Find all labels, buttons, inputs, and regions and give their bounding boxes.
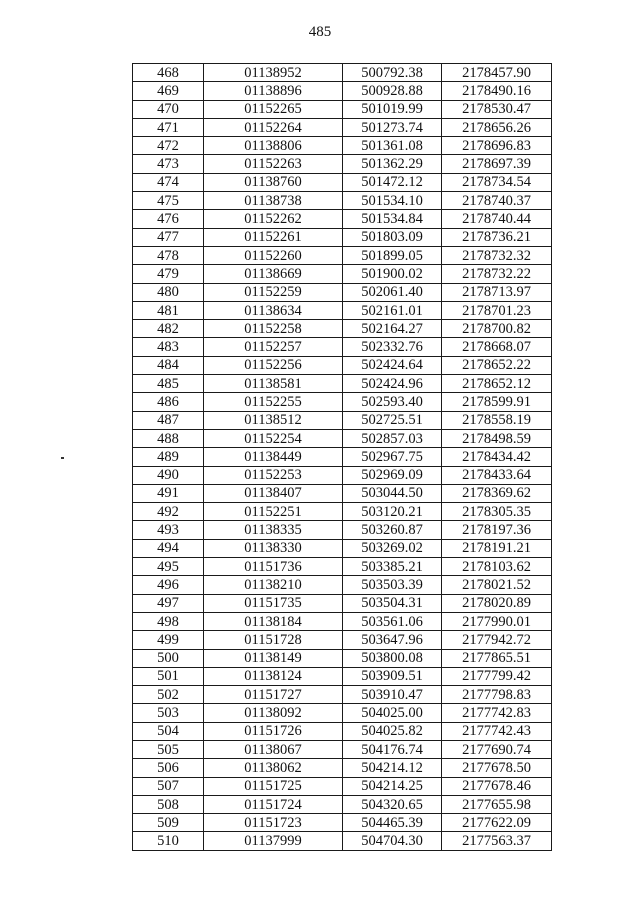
y-coordinate-cell: 2177690.74 bbox=[442, 740, 552, 758]
row-number-cell: 471 bbox=[133, 118, 204, 136]
x-coordinate-cell: 504465.39 bbox=[343, 814, 442, 832]
y-coordinate-cell: 2178305.35 bbox=[442, 503, 552, 521]
y-coordinate-cell: 2177678.50 bbox=[442, 759, 552, 777]
coordinates-table bbox=[132, 63, 552, 851]
table-row bbox=[133, 558, 552, 576]
table-row bbox=[133, 704, 552, 722]
y-coordinate-cell: 2178740.44 bbox=[442, 210, 552, 228]
y-coordinate-cell: 2178103.62 bbox=[442, 558, 552, 576]
row-number-cell: 479 bbox=[133, 265, 204, 283]
table-row bbox=[133, 210, 552, 228]
row-number-cell: 504 bbox=[133, 722, 204, 740]
x-coordinate-cell: 502969.09 bbox=[343, 466, 442, 484]
y-coordinate-cell: 2178713.97 bbox=[442, 283, 552, 301]
table-row bbox=[133, 722, 552, 740]
point-code-cell: 01151735 bbox=[204, 594, 343, 612]
point-code-cell: 01138092 bbox=[204, 704, 343, 722]
point-code-cell: 01138760 bbox=[204, 173, 343, 191]
row-number-cell: 468 bbox=[133, 64, 204, 82]
table-row bbox=[133, 301, 552, 319]
table-row bbox=[133, 539, 552, 557]
x-coordinate-cell: 502593.40 bbox=[343, 393, 442, 411]
point-code-cell: 01152264 bbox=[204, 118, 343, 136]
y-coordinate-cell: 2178656.26 bbox=[442, 118, 552, 136]
table-row bbox=[133, 576, 552, 594]
x-coordinate-cell: 501019.99 bbox=[343, 100, 442, 118]
y-coordinate-cell: 2177990.01 bbox=[442, 612, 552, 630]
y-coordinate-cell: 2178490.16 bbox=[442, 82, 552, 100]
table-row bbox=[133, 228, 552, 246]
row-number-cell: 503 bbox=[133, 704, 204, 722]
coordinates-table-body bbox=[133, 64, 552, 851]
point-code-cell: 01151724 bbox=[204, 795, 343, 813]
table-row bbox=[133, 118, 552, 136]
y-coordinate-cell: 2178369.62 bbox=[442, 484, 552, 502]
x-coordinate-cell: 501803.09 bbox=[343, 228, 442, 246]
x-coordinate-cell: 501273.74 bbox=[343, 118, 442, 136]
x-coordinate-cell: 504025.00 bbox=[343, 704, 442, 722]
y-coordinate-cell: 2177655.98 bbox=[442, 795, 552, 813]
row-number-cell: 470 bbox=[133, 100, 204, 118]
table-row bbox=[133, 246, 552, 264]
y-coordinate-cell: 2178701.23 bbox=[442, 301, 552, 319]
row-number-cell: 488 bbox=[133, 429, 204, 447]
x-coordinate-cell: 502967.75 bbox=[343, 448, 442, 466]
row-number-cell: 492 bbox=[133, 503, 204, 521]
y-coordinate-cell: 2177563.37 bbox=[442, 832, 552, 850]
y-coordinate-cell: 2178696.83 bbox=[442, 137, 552, 155]
table-row bbox=[133, 759, 552, 777]
y-coordinate-cell: 2177742.83 bbox=[442, 704, 552, 722]
point-code-cell: 01138184 bbox=[204, 612, 343, 630]
point-code-cell: 01138149 bbox=[204, 649, 343, 667]
point-code-cell: 01138738 bbox=[204, 192, 343, 210]
row-number-cell: 509 bbox=[133, 814, 204, 832]
row-number-cell: 485 bbox=[133, 375, 204, 393]
x-coordinate-cell: 501472.12 bbox=[343, 173, 442, 191]
row-number-cell: 502 bbox=[133, 686, 204, 704]
table-row bbox=[133, 503, 552, 521]
table-row bbox=[133, 265, 552, 283]
y-coordinate-cell: 2178599.91 bbox=[442, 393, 552, 411]
y-coordinate-cell: 2178457.90 bbox=[442, 64, 552, 82]
x-coordinate-cell: 504214.12 bbox=[343, 759, 442, 777]
table-row bbox=[133, 521, 552, 539]
point-code-cell: 01152262 bbox=[204, 210, 343, 228]
table-row bbox=[133, 631, 552, 649]
x-coordinate-cell: 503269.02 bbox=[343, 539, 442, 557]
table-row bbox=[133, 466, 552, 484]
x-coordinate-cell: 503800.08 bbox=[343, 649, 442, 667]
page-number: 485 bbox=[308, 24, 332, 40]
x-coordinate-cell: 503910.47 bbox=[343, 686, 442, 704]
table-row bbox=[133, 448, 552, 466]
row-number-cell: 478 bbox=[133, 246, 204, 264]
table-row bbox=[133, 82, 552, 100]
point-code-cell: 01138124 bbox=[204, 667, 343, 685]
table-row bbox=[133, 429, 552, 447]
x-coordinate-cell: 501534.84 bbox=[343, 210, 442, 228]
table-row bbox=[133, 795, 552, 813]
x-coordinate-cell: 503044.50 bbox=[343, 484, 442, 502]
stray-mark bbox=[61, 457, 64, 459]
point-code-cell: 01138581 bbox=[204, 375, 343, 393]
x-coordinate-cell: 503504.31 bbox=[343, 594, 442, 612]
table-row bbox=[133, 64, 552, 82]
point-code-cell: 01138449 bbox=[204, 448, 343, 466]
x-coordinate-cell: 503647.96 bbox=[343, 631, 442, 649]
point-code-cell: 01152255 bbox=[204, 393, 343, 411]
table-row bbox=[133, 192, 552, 210]
y-coordinate-cell: 2178652.12 bbox=[442, 375, 552, 393]
x-coordinate-cell: 502725.51 bbox=[343, 411, 442, 429]
y-coordinate-cell: 2178433.64 bbox=[442, 466, 552, 484]
table-row bbox=[133, 155, 552, 173]
point-code-cell: 01138806 bbox=[204, 137, 343, 155]
x-coordinate-cell: 504320.65 bbox=[343, 795, 442, 813]
table-row bbox=[133, 375, 552, 393]
table-row bbox=[133, 320, 552, 338]
point-code-cell: 01138067 bbox=[204, 740, 343, 758]
point-code-cell: 01152263 bbox=[204, 155, 343, 173]
x-coordinate-cell: 504214.25 bbox=[343, 777, 442, 795]
table-row bbox=[133, 686, 552, 704]
x-coordinate-cell: 503909.51 bbox=[343, 667, 442, 685]
point-code-cell: 01152251 bbox=[204, 503, 343, 521]
row-number-cell: 510 bbox=[133, 832, 204, 850]
row-number-cell: 484 bbox=[133, 356, 204, 374]
y-coordinate-cell: 2178700.82 bbox=[442, 320, 552, 338]
x-coordinate-cell: 502164.27 bbox=[343, 320, 442, 338]
point-code-cell: 01137999 bbox=[204, 832, 343, 850]
point-code-cell: 01152254 bbox=[204, 429, 343, 447]
y-coordinate-cell: 2178197.36 bbox=[442, 521, 552, 539]
x-coordinate-cell: 503503.39 bbox=[343, 576, 442, 594]
y-coordinate-cell: 2178697.39 bbox=[442, 155, 552, 173]
row-number-cell: 491 bbox=[133, 484, 204, 502]
table-row bbox=[133, 777, 552, 795]
y-coordinate-cell: 2177942.72 bbox=[442, 631, 552, 649]
table-row bbox=[133, 137, 552, 155]
row-number-cell: 482 bbox=[133, 320, 204, 338]
point-code-cell: 01152258 bbox=[204, 320, 343, 338]
y-coordinate-cell: 2177798.83 bbox=[442, 686, 552, 704]
row-number-cell: 499 bbox=[133, 631, 204, 649]
point-code-cell: 01138512 bbox=[204, 411, 343, 429]
table-row bbox=[133, 594, 552, 612]
point-code-cell: 01151723 bbox=[204, 814, 343, 832]
point-code-cell: 01152259 bbox=[204, 283, 343, 301]
row-number-cell: 507 bbox=[133, 777, 204, 795]
point-code-cell: 01152261 bbox=[204, 228, 343, 246]
y-coordinate-cell: 2177799.42 bbox=[442, 667, 552, 685]
x-coordinate-cell: 501362.29 bbox=[343, 155, 442, 173]
y-coordinate-cell: 2178191.21 bbox=[442, 539, 552, 557]
table-row bbox=[133, 356, 552, 374]
y-coordinate-cell: 2178732.32 bbox=[442, 246, 552, 264]
y-coordinate-cell: 2178021.52 bbox=[442, 576, 552, 594]
point-code-cell: 01138330 bbox=[204, 539, 343, 557]
x-coordinate-cell: 504176.74 bbox=[343, 740, 442, 758]
y-coordinate-cell: 2178732.22 bbox=[442, 265, 552, 283]
point-code-cell: 01152265 bbox=[204, 100, 343, 118]
x-coordinate-cell: 503120.21 bbox=[343, 503, 442, 521]
point-code-cell: 01138210 bbox=[204, 576, 343, 594]
x-coordinate-cell: 502857.03 bbox=[343, 429, 442, 447]
row-number-cell: 501 bbox=[133, 667, 204, 685]
table-row bbox=[133, 814, 552, 832]
row-number-cell: 469 bbox=[133, 82, 204, 100]
y-coordinate-cell: 2177865.51 bbox=[442, 649, 552, 667]
x-coordinate-cell: 500792.38 bbox=[343, 64, 442, 82]
row-number-cell: 495 bbox=[133, 558, 204, 576]
table-row bbox=[133, 667, 552, 685]
point-code-cell: 01138407 bbox=[204, 484, 343, 502]
row-number-cell: 476 bbox=[133, 210, 204, 228]
row-number-cell: 480 bbox=[133, 283, 204, 301]
table-row bbox=[133, 338, 552, 356]
row-number-cell: 508 bbox=[133, 795, 204, 813]
table-row bbox=[133, 283, 552, 301]
table-row bbox=[133, 393, 552, 411]
x-coordinate-cell: 502424.96 bbox=[343, 375, 442, 393]
point-code-cell: 01138634 bbox=[204, 301, 343, 319]
x-coordinate-cell: 502161.01 bbox=[343, 301, 442, 319]
y-coordinate-cell: 2177742.43 bbox=[442, 722, 552, 740]
y-coordinate-cell: 2178434.42 bbox=[442, 448, 552, 466]
x-coordinate-cell: 504704.30 bbox=[343, 832, 442, 850]
x-coordinate-cell: 502061.40 bbox=[343, 283, 442, 301]
x-coordinate-cell: 504025.82 bbox=[343, 722, 442, 740]
row-number-cell: 486 bbox=[133, 393, 204, 411]
row-number-cell: 496 bbox=[133, 576, 204, 594]
row-number-cell: 493 bbox=[133, 521, 204, 539]
y-coordinate-cell: 2178558.19 bbox=[442, 411, 552, 429]
x-coordinate-cell: 503561.06 bbox=[343, 612, 442, 630]
y-coordinate-cell: 2178498.59 bbox=[442, 429, 552, 447]
row-number-cell: 497 bbox=[133, 594, 204, 612]
row-number-cell: 481 bbox=[133, 301, 204, 319]
table-row bbox=[133, 612, 552, 630]
table-row bbox=[133, 649, 552, 667]
row-number-cell: 474 bbox=[133, 173, 204, 191]
point-code-cell: 01138669 bbox=[204, 265, 343, 283]
row-number-cell: 472 bbox=[133, 137, 204, 155]
y-coordinate-cell: 2178020.89 bbox=[442, 594, 552, 612]
x-coordinate-cell: 501534.10 bbox=[343, 192, 442, 210]
row-number-cell: 489 bbox=[133, 448, 204, 466]
y-coordinate-cell: 2177622.09 bbox=[442, 814, 552, 832]
y-coordinate-cell: 2178668.07 bbox=[442, 338, 552, 356]
row-number-cell: 490 bbox=[133, 466, 204, 484]
table-row bbox=[133, 411, 552, 429]
point-code-cell: 01152260 bbox=[204, 246, 343, 264]
point-code-cell: 01151727 bbox=[204, 686, 343, 704]
point-code-cell: 01138896 bbox=[204, 82, 343, 100]
point-code-cell: 01151728 bbox=[204, 631, 343, 649]
row-number-cell: 473 bbox=[133, 155, 204, 173]
row-number-cell: 487 bbox=[133, 411, 204, 429]
row-number-cell: 477 bbox=[133, 228, 204, 246]
x-coordinate-cell: 501361.08 bbox=[343, 137, 442, 155]
table-row bbox=[133, 740, 552, 758]
x-coordinate-cell: 503385.21 bbox=[343, 558, 442, 576]
table-row bbox=[133, 173, 552, 191]
table-row bbox=[133, 100, 552, 118]
y-coordinate-cell: 2178530.47 bbox=[442, 100, 552, 118]
point-code-cell: 01138062 bbox=[204, 759, 343, 777]
row-number-cell: 475 bbox=[133, 192, 204, 210]
x-coordinate-cell: 502424.64 bbox=[343, 356, 442, 374]
row-number-cell: 494 bbox=[133, 539, 204, 557]
x-coordinate-cell: 502332.76 bbox=[343, 338, 442, 356]
y-coordinate-cell: 2178740.37 bbox=[442, 192, 552, 210]
point-code-cell: 01138335 bbox=[204, 521, 343, 539]
x-coordinate-cell: 501900.02 bbox=[343, 265, 442, 283]
point-code-cell: 01152253 bbox=[204, 466, 343, 484]
x-coordinate-cell: 500928.88 bbox=[343, 82, 442, 100]
point-code-cell: 01152256 bbox=[204, 356, 343, 374]
x-coordinate-cell: 503260.87 bbox=[343, 521, 442, 539]
point-code-cell: 01151725 bbox=[204, 777, 343, 795]
point-code-cell: 01151736 bbox=[204, 558, 343, 576]
row-number-cell: 500 bbox=[133, 649, 204, 667]
y-coordinate-cell: 2178736.21 bbox=[442, 228, 552, 246]
row-number-cell: 498 bbox=[133, 612, 204, 630]
row-number-cell: 483 bbox=[133, 338, 204, 356]
row-number-cell: 506 bbox=[133, 759, 204, 777]
table-row bbox=[133, 832, 552, 850]
point-code-cell: 01151726 bbox=[204, 722, 343, 740]
y-coordinate-cell: 2177678.46 bbox=[442, 777, 552, 795]
y-coordinate-cell: 2178734.54 bbox=[442, 173, 552, 191]
point-code-cell: 01138952 bbox=[204, 64, 343, 82]
point-code-cell: 01152257 bbox=[204, 338, 343, 356]
table-row bbox=[133, 484, 552, 502]
y-coordinate-cell: 2178652.22 bbox=[442, 356, 552, 374]
x-coordinate-cell: 501899.05 bbox=[343, 246, 442, 264]
row-number-cell: 505 bbox=[133, 740, 204, 758]
